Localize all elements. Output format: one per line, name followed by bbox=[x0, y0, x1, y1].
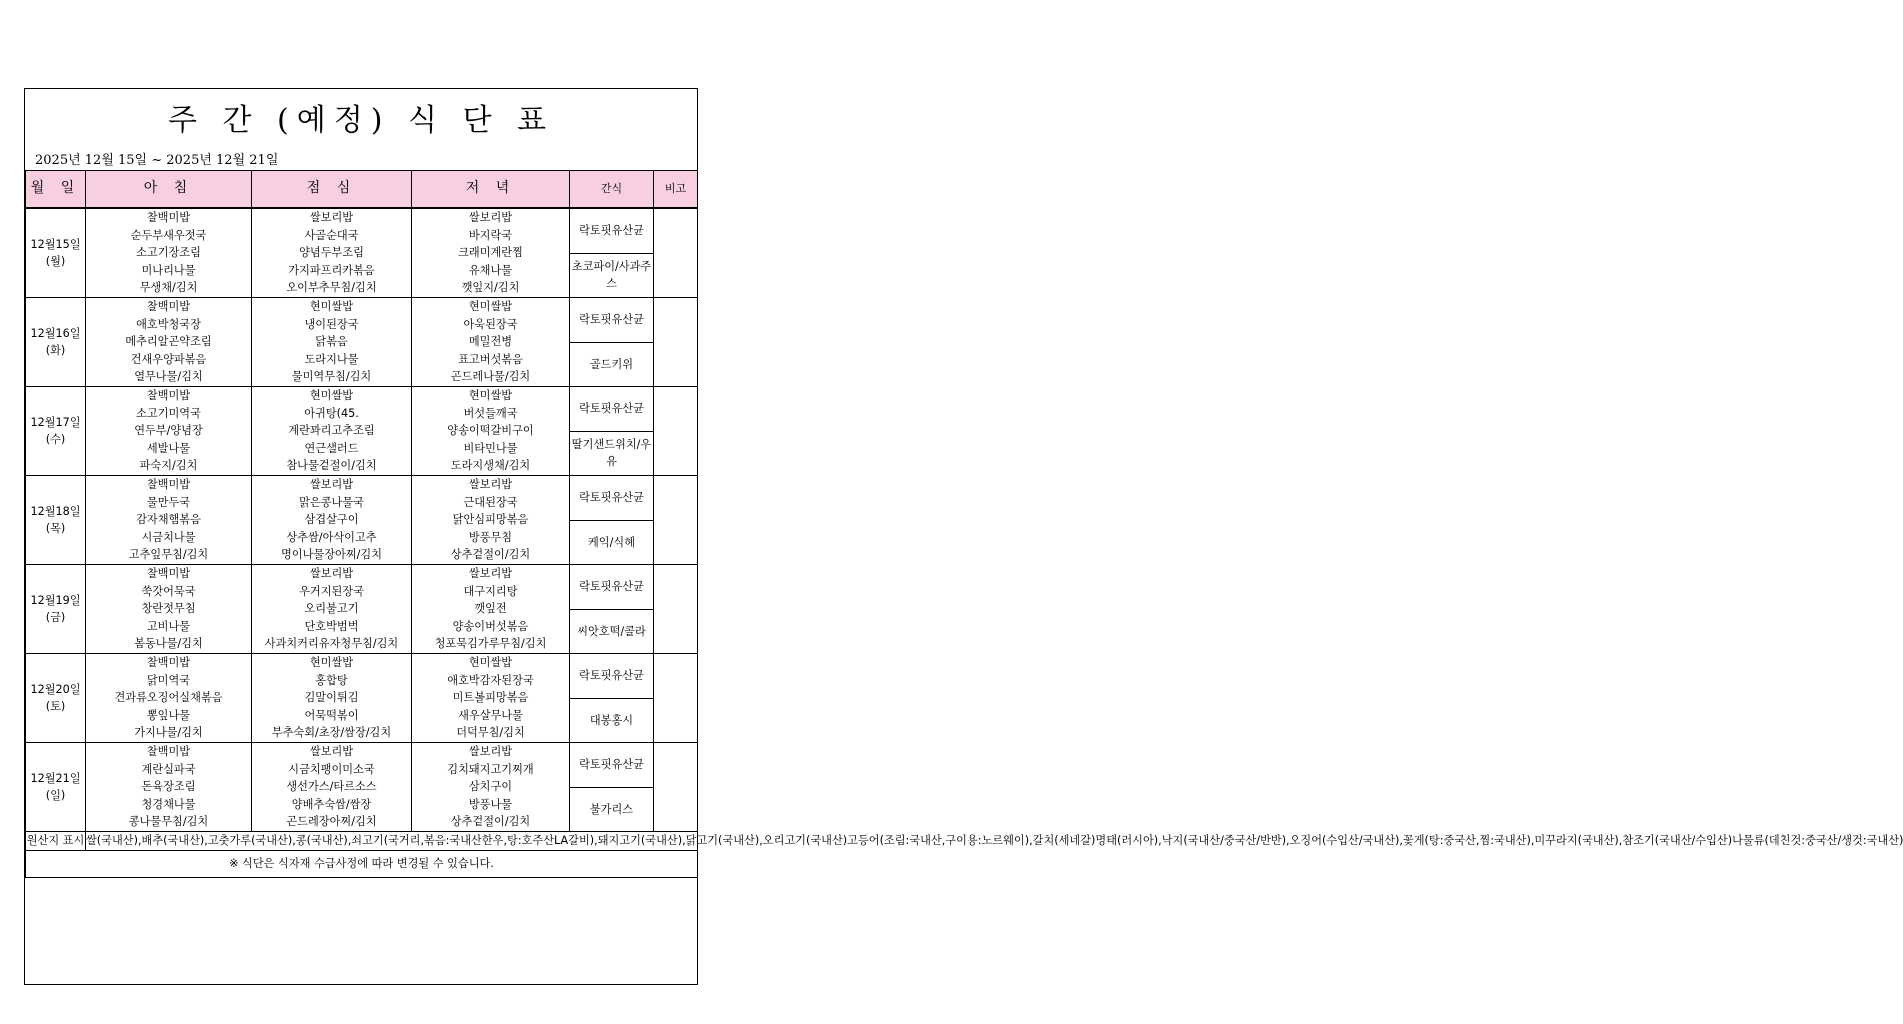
snack-probiotic: 락토핏유산균 bbox=[570, 209, 653, 254]
menu-change-note: ※ 식단은 식자재 수급사정에 따라 변경될 수 있습니다. bbox=[26, 850, 698, 877]
snack-cell bbox=[570, 743, 654, 832]
snack-item: 대봉홍시 bbox=[589, 713, 634, 727]
lunch-item: 쌀보리밥 bbox=[309, 745, 354, 759]
breakfast-cell bbox=[86, 298, 252, 387]
snack-item: 불가리스 bbox=[589, 802, 634, 816]
lunch-item: 곤드레장아찌/김치 bbox=[286, 815, 377, 829]
breakfast-item: 봄동나물/김치 bbox=[134, 637, 203, 651]
snack-probiotic: 락토핏유산균 bbox=[570, 654, 653, 699]
breakfast-item: 연두부/양념장 bbox=[134, 424, 203, 438]
dinner-item: 비타민나물 bbox=[463, 441, 518, 455]
dinner-item: 바지락국 bbox=[468, 228, 513, 242]
lunch-item: 사골순대국 bbox=[304, 228, 359, 242]
day-date: 12월20일 bbox=[30, 682, 81, 696]
breakfast-item: 고비나물 bbox=[146, 619, 191, 633]
lunch-item: 물미역무침/김치 bbox=[291, 370, 372, 384]
dinner-cell bbox=[412, 298, 570, 387]
dinner-item: 현미쌀밥 bbox=[468, 389, 513, 403]
dinner-item: 도라지생채/김치 bbox=[450, 459, 531, 473]
breakfast-item: 소고기미역국 bbox=[136, 406, 201, 420]
dinner-item: 대구지리탕 bbox=[463, 584, 518, 598]
snack-item: 딸기샌드위치/우유 bbox=[571, 438, 652, 469]
breakfast-item: 견과류오징어실채볶음 bbox=[114, 691, 223, 705]
lunch-item: 현미쌀밥 bbox=[309, 389, 354, 403]
breakfast-item: 애호박청국장 bbox=[136, 317, 201, 331]
dinner-cell bbox=[412, 565, 570, 654]
lunch-item: 단호박범벅 bbox=[304, 619, 359, 633]
breakfast-item: 창란젓무침 bbox=[141, 602, 196, 616]
day-weekday: (일) bbox=[45, 789, 66, 802]
breakfast-cell bbox=[86, 476, 252, 565]
day-date: 12월15일 bbox=[30, 237, 81, 251]
snack-probiotic: 락토핏유산균 bbox=[570, 298, 653, 343]
dinner-cell bbox=[412, 654, 570, 743]
lunch-item: 오리불고기 bbox=[304, 602, 359, 616]
lunch-item: 부추숙회/초장/쌈장/김치 bbox=[271, 726, 392, 740]
dinner-item: 양송이떡갈비구이 bbox=[447, 424, 534, 438]
lunch-item: 양배추숙쌈/쌈장 bbox=[291, 797, 372, 811]
dinner-item: 아욱된장국 bbox=[463, 317, 518, 331]
dinner-item: 메밀전병 bbox=[468, 335, 513, 349]
weekly-menu-table bbox=[25, 170, 1903, 878]
breakfast-cell bbox=[86, 565, 252, 654]
note-row bbox=[26, 850, 698, 877]
dinner-item: 표고버섯볶음 bbox=[458, 352, 523, 366]
header-date: 월 일 bbox=[26, 171, 86, 208]
lunch-item: 계란꽈리고추조림 bbox=[288, 424, 375, 438]
snack-item: 초코파이/사과주스 bbox=[571, 260, 652, 291]
day-weekday: (토) bbox=[45, 700, 66, 713]
lunch-item: 냉이된장국 bbox=[304, 317, 359, 331]
header-remarks: 비고 bbox=[654, 171, 698, 208]
snack-cell bbox=[570, 209, 654, 298]
header-snack: 간식 bbox=[570, 171, 654, 208]
day-date: 12월17일 bbox=[30, 415, 81, 429]
dinner-cell bbox=[412, 743, 570, 832]
breakfast-item: 소고기장조림 bbox=[136, 246, 201, 260]
origin-label: 원산지 표시 bbox=[26, 832, 86, 851]
breakfast-item: 찰백미밥 bbox=[146, 211, 191, 225]
lunch-item: 아귀탕(45. bbox=[304, 406, 359, 420]
day-row bbox=[26, 654, 698, 743]
day-row bbox=[26, 298, 698, 387]
breakfast-item: 찰백미밥 bbox=[146, 745, 191, 759]
dinner-item: 쌀보리밥 bbox=[468, 211, 513, 225]
lunch-item: 쌀보리밥 bbox=[309, 211, 354, 225]
remarks-cell bbox=[654, 654, 698, 743]
day-row bbox=[26, 209, 698, 298]
lunch-item: 닭볶음 bbox=[315, 335, 348, 349]
dinner-item: 쌀보리밥 bbox=[468, 567, 513, 581]
breakfast-item: 시금치나물 bbox=[141, 530, 196, 544]
dinner-item: 상추겉절이/김치 bbox=[450, 815, 531, 829]
lunch-item: 어묵떡볶이 bbox=[304, 708, 359, 722]
lunch-cell bbox=[252, 743, 412, 832]
dinner-item: 상추겉절이/김치 bbox=[450, 548, 531, 562]
origin-row bbox=[26, 832, 698, 851]
day-date-cell bbox=[26, 654, 86, 743]
lunch-item: 맑은콩나물국 bbox=[299, 495, 364, 509]
menu-period: 2025년 12월 15일 ~ 2025년 12월 21일 bbox=[35, 153, 279, 168]
dinner-item: 양송이버섯볶음 bbox=[452, 619, 529, 633]
page-title: 주 간 (예정) 식 단 표 bbox=[168, 103, 554, 138]
day-row bbox=[26, 387, 698, 476]
snack-cell bbox=[570, 387, 654, 476]
day-row bbox=[26, 476, 698, 565]
lunch-item: 현미쌀밥 bbox=[309, 656, 354, 670]
lunch-item: 사과치커리유자청무침/김치 bbox=[264, 637, 399, 651]
lunch-item: 상추쌈/아삭이고추 bbox=[286, 530, 377, 544]
breakfast-item: 찰백미밥 bbox=[146, 567, 191, 581]
day-weekday: (화) bbox=[45, 344, 66, 357]
dinner-cell bbox=[412, 209, 570, 298]
breakfast-item: 청경채나물 bbox=[141, 797, 196, 811]
day-date-cell bbox=[26, 476, 86, 565]
lunch-item: 김말이튀김 bbox=[304, 691, 359, 705]
lunch-cell bbox=[252, 654, 412, 743]
origin-text: 쌀(국내산),배추(국내산),고춧가루(국내산),콩(국내산),쇠고기(국거리,볶음:국내산한우,탕:호주산LA갈비),돼지고기(국내산),닭고기(국내산),오리고기(국내산)고등어(조림:국내산,구이용:노르웨이),갈치(세네갈)명태(러시아),낙지(국내산/중국산/반반),오징어(수입산/국내산),꽃게(탕:중국산,찜:국내산),미꾸라지(국내산),참조기(국내산/수입산)나물류(데친것:중국산/생것:국내산) bbox=[86, 832, 698, 851]
breakfast-cell bbox=[86, 387, 252, 476]
snack-probiotic: 락토핏유산균 bbox=[570, 476, 653, 521]
dinner-item: 새우살무나물 bbox=[458, 708, 523, 722]
snack-cell bbox=[570, 654, 654, 743]
dinner-item: 현미쌀밥 bbox=[468, 656, 513, 670]
remarks-cell bbox=[654, 743, 698, 832]
header-breakfast: 아 침 bbox=[86, 171, 252, 208]
remarks-cell bbox=[654, 298, 698, 387]
breakfast-item: 가지나물/김치 bbox=[134, 726, 203, 740]
snack-probiotic: 락토핏유산균 bbox=[570, 387, 653, 432]
day-date-cell bbox=[26, 387, 86, 476]
breakfast-item: 쑥갓어묵국 bbox=[141, 584, 196, 598]
breakfast-item: 닭미역국 bbox=[146, 673, 191, 687]
breakfast-item: 순두부새우젓국 bbox=[130, 228, 207, 242]
lunch-item: 쌀보리밥 bbox=[309, 567, 354, 581]
dinner-item: 미트볼피망볶음 bbox=[452, 691, 529, 705]
remarks-cell bbox=[654, 387, 698, 476]
dinner-item: 쌀보리밥 bbox=[468, 745, 513, 759]
dinner-item: 크래미계란찜 bbox=[458, 246, 523, 260]
lunch-cell bbox=[252, 209, 412, 298]
dinner-item: 청포묵김가루무침/김치 bbox=[434, 637, 547, 651]
breakfast-item: 메추리알곤약조림 bbox=[125, 335, 212, 349]
day-date: 12월18일 bbox=[30, 504, 81, 518]
dinner-item: 애호박감자된장국 bbox=[447, 673, 534, 687]
snack-probiotic: 락토핏유산균 bbox=[570, 743, 653, 788]
dinner-item: 방풍무침 bbox=[468, 530, 513, 544]
day-date-cell bbox=[26, 209, 86, 298]
lunch-item: 가지파프리카볶음 bbox=[288, 263, 375, 277]
dinner-item: 쌀보리밥 bbox=[468, 478, 513, 492]
lunch-item: 삼겹살구이 bbox=[304, 513, 359, 527]
breakfast-item: 세발나물 bbox=[146, 441, 191, 455]
breakfast-item: 찰백미밥 bbox=[146, 656, 191, 670]
day-date: 12월19일 bbox=[30, 593, 81, 607]
lunch-item: 연근샐러드 bbox=[304, 441, 359, 455]
breakfast-item: 찰백미밥 bbox=[146, 300, 191, 314]
breakfast-item: 뽕잎나물 bbox=[146, 708, 191, 722]
snack-cell bbox=[570, 476, 654, 565]
lunch-item: 명이나물장아찌/김치 bbox=[280, 548, 383, 562]
dinner-item: 닭안심피망볶음 bbox=[452, 513, 529, 527]
dinner-item: 곤드레나물/김치 bbox=[450, 370, 531, 384]
breakfast-item: 콩나물무침/김치 bbox=[128, 815, 209, 829]
breakfast-item: 파숙지/김치 bbox=[139, 459, 198, 473]
day-date: 12월21일 bbox=[30, 771, 81, 785]
remarks-cell bbox=[654, 209, 698, 298]
lunch-cell bbox=[252, 387, 412, 476]
lunch-item: 양념두부조림 bbox=[299, 246, 364, 260]
dinner-item: 더덕무침/김치 bbox=[456, 726, 525, 740]
dinner-item: 방풍나물 bbox=[468, 797, 513, 811]
snack-cell bbox=[570, 565, 654, 654]
dinner-item: 근대된장국 bbox=[463, 495, 518, 509]
lunch-item: 오이부추무침/김치 bbox=[286, 281, 377, 295]
dinner-item: 깻잎전 bbox=[474, 602, 507, 616]
header-dinner: 저 녁 bbox=[412, 171, 570, 208]
snack-item: 케익/식혜 bbox=[588, 535, 635, 549]
lunch-item: 우거지된장국 bbox=[299, 584, 364, 598]
dinner-item: 김치돼지고기찌개 bbox=[447, 762, 534, 776]
menu-sheet bbox=[24, 88, 1903, 985]
breakfast-item: 건새우양파볶음 bbox=[130, 352, 207, 366]
dinner-item: 깻잎지/김치 bbox=[461, 281, 520, 295]
breakfast-item: 미나리나물 bbox=[141, 263, 196, 277]
remarks-cell bbox=[654, 476, 698, 565]
dinner-cell bbox=[412, 387, 570, 476]
lunch-cell bbox=[252, 298, 412, 387]
breakfast-cell bbox=[86, 209, 252, 298]
breakfast-item: 물만두국 bbox=[146, 495, 191, 509]
breakfast-item: 고추잎무침/김치 bbox=[128, 548, 209, 562]
snack-item: 씨앗호떡/콜라 bbox=[577, 624, 646, 638]
day-row bbox=[26, 743, 698, 832]
day-weekday: (금) bbox=[45, 611, 66, 624]
lunch-cell bbox=[252, 476, 412, 565]
lunch-item: 쌀보리밥 bbox=[309, 478, 354, 492]
day-date-cell bbox=[26, 298, 86, 387]
lunch-item: 현미쌀밥 bbox=[309, 300, 354, 314]
day-weekday: (월) bbox=[45, 255, 66, 268]
remarks-cell bbox=[654, 565, 698, 654]
breakfast-item: 계란실파국 bbox=[141, 762, 196, 776]
day-date-cell bbox=[26, 565, 86, 654]
breakfast-item: 돈육장조림 bbox=[141, 780, 196, 794]
lunch-item: 생선가스/타르소스 bbox=[286, 780, 377, 794]
breakfast-item: 찰백미밥 bbox=[146, 478, 191, 492]
lunch-cell bbox=[252, 565, 412, 654]
dinner-item: 삼치구이 bbox=[468, 780, 513, 794]
header-row bbox=[26, 171, 698, 208]
dinner-cell bbox=[412, 476, 570, 565]
breakfast-cell bbox=[86, 654, 252, 743]
day-row bbox=[26, 565, 698, 654]
lunch-item: 참나물겉절이/김치 bbox=[286, 459, 377, 473]
lunch-item: 홍합탕 bbox=[315, 673, 348, 687]
day-date: 12월16일 bbox=[30, 326, 81, 340]
dinner-item: 버섯들깨국 bbox=[463, 406, 518, 420]
day-weekday: (목) bbox=[45, 522, 66, 535]
header-lunch: 점 심 bbox=[252, 171, 412, 208]
dinner-item: 유채나물 bbox=[468, 263, 513, 277]
day-date-cell bbox=[26, 743, 86, 832]
breakfast-item: 감자채햄볶음 bbox=[136, 513, 201, 527]
day-weekday: (수) bbox=[45, 433, 66, 446]
snack-probiotic: 락토핏유산균 bbox=[570, 565, 653, 610]
breakfast-item: 무생채/김치 bbox=[139, 281, 198, 295]
snack-cell bbox=[570, 298, 654, 387]
breakfast-item: 찰백미밥 bbox=[146, 389, 191, 403]
breakfast-cell bbox=[86, 743, 252, 832]
lunch-item: 시금치팽이미소국 bbox=[288, 762, 375, 776]
dinner-item: 현미쌀밥 bbox=[468, 300, 513, 314]
lunch-item: 도라지나물 bbox=[304, 352, 359, 366]
snack-item: 골드키위 bbox=[589, 357, 634, 371]
breakfast-item: 열무나물/김치 bbox=[134, 370, 203, 384]
